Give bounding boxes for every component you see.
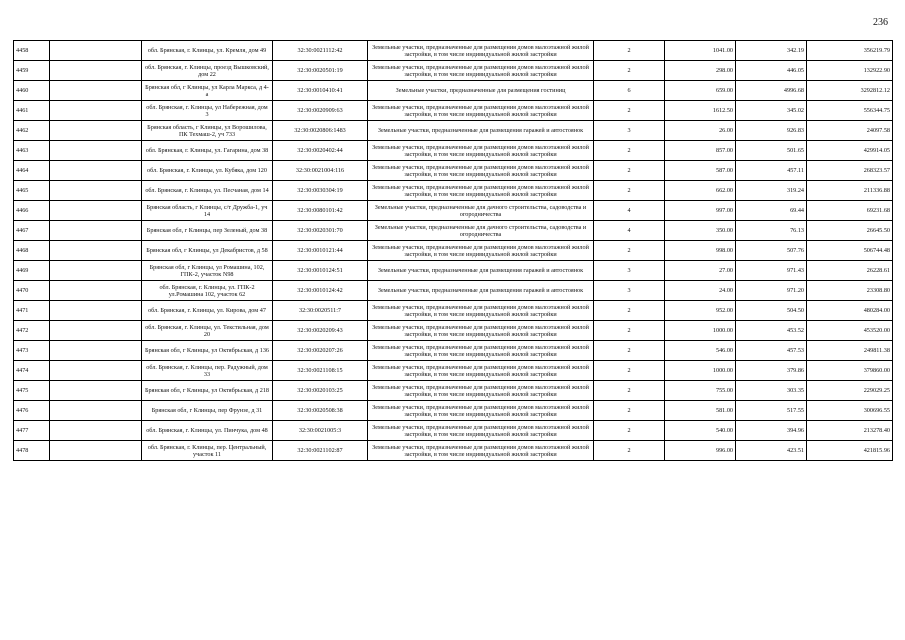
group-cell: 2 <box>594 321 665 341</box>
area-cell: 997.00 <box>665 201 736 221</box>
unit-value-cell: 457.11 <box>736 161 807 181</box>
address-cell: Брянская обл, г Клинцы, пер Фрунзе, д 31 <box>142 401 273 421</box>
address-cell: Брянская область, г Клинцы, ул Ворошилова, ПК Техмаш-2, уч 733 <box>142 121 273 141</box>
area-cell: 581.00 <box>665 401 736 421</box>
row-number: 4470 <box>14 281 50 301</box>
area-cell: 857.00 <box>665 141 736 161</box>
land-use-cell: Земельные участки, предназначенные для размещения домов малоэтажной жилой застройки, в том числе индивидуальной жилой застройки <box>368 301 594 321</box>
area-cell: 540.00 <box>665 421 736 441</box>
empty-cell <box>50 201 142 221</box>
group-cell: 2 <box>594 441 665 461</box>
unit-value-cell: 394.96 <box>736 421 807 441</box>
cadastral-number-cell: 32:30:0020501:19 <box>273 61 368 81</box>
unit-value-cell: 342.19 <box>736 41 807 61</box>
group-cell: 4 <box>594 201 665 221</box>
address-cell: обл. Брянская, г. Клинцы, ул. Гагарина, дом 38 <box>142 141 273 161</box>
table-row <box>14 81 893 101</box>
land-use-cell: Земельные участки, предназначенные для дачного строительства, садоводства и огородничества <box>368 201 594 221</box>
area-cell: 350.00 <box>665 221 736 241</box>
unit-value-cell: 971.43 <box>736 261 807 281</box>
area-cell: 996.00 <box>665 441 736 461</box>
address-cell: Брянская обл, г Клинцы, ул Ромашина, 102, ГПК-2, участок N98 <box>142 261 273 281</box>
area-cell: 662.00 <box>665 181 736 201</box>
unit-value-cell: 423.51 <box>736 441 807 461</box>
cadastral-value-cell: 3292812.12 <box>807 81 893 101</box>
row-number: 4474 <box>14 361 50 381</box>
cadastral-value-cell: 421815.96 <box>807 441 893 461</box>
empty-cell <box>50 321 142 341</box>
empty-cell <box>50 441 142 461</box>
empty-cell <box>50 181 142 201</box>
unit-value-cell: 345.02 <box>736 101 807 121</box>
cadastral-value-cell: 26228.61 <box>807 261 893 281</box>
unit-value-cell: 303.35 <box>736 381 807 401</box>
unit-value-cell: 971.20 <box>736 281 807 301</box>
area-cell: 27.00 <box>665 261 736 281</box>
cadastral-number-cell: 32:30:0010124:42 <box>273 281 368 301</box>
unit-value-cell: 926.83 <box>736 121 807 141</box>
table-row <box>14 101 893 121</box>
address-cell: обл. Брянская, г. Клинцы, ул. Пинчука, дом 48 <box>142 421 273 441</box>
area-cell: 1000.00 <box>665 321 736 341</box>
row-number: 4466 <box>14 201 50 221</box>
empty-cell <box>50 41 142 61</box>
empty-cell <box>50 281 142 301</box>
row-number: 4472 <box>14 321 50 341</box>
area-cell: 587.00 <box>665 161 736 181</box>
land-use-cell: Земельные участки, предназначенные для размещения домов малоэтажной жилой застройки, в том числе индивидуальной жилой застройки <box>368 101 594 121</box>
cadastral-value-cell: 356219.79 <box>807 41 893 61</box>
address-cell: обл. Брянская, г. Клинцы, ул. ГПК-2 ул.Ромашина 102, участок 62 <box>142 281 273 301</box>
address-cell: обл. Брянская, г. Клинцы, пер. Центральный, участок 11 <box>142 441 273 461</box>
cadastral-number-cell: 32:30:0010121:44 <box>273 241 368 261</box>
group-cell: 2 <box>594 61 665 81</box>
land-use-cell: Земельные участки, предназначенные для размещения гостиниц <box>368 81 594 101</box>
empty-cell <box>50 141 142 161</box>
address-cell: обл. Брянская, г. Клинцы, ул. Кирова, дом 47 <box>142 301 273 321</box>
group-cell: 2 <box>594 421 665 441</box>
address-cell: Брянская обл, г Клинцы, ул Декабристов, д 58 <box>142 241 273 261</box>
cadastral-number-cell: 32:30:0020207:26 <box>273 341 368 361</box>
area-cell: 298.00 <box>665 61 736 81</box>
registry-body <box>14 41 893 461</box>
unit-value-cell: 453.52 <box>736 321 807 341</box>
unit-value-cell: 319.24 <box>736 181 807 201</box>
group-cell: 2 <box>594 141 665 161</box>
row-number: 4458 <box>14 41 50 61</box>
area-cell: 952.00 <box>665 301 736 321</box>
area-cell: 1000.00 <box>665 361 736 381</box>
unit-value-cell: 4996.68 <box>736 81 807 101</box>
area-cell: 24.00 <box>665 281 736 301</box>
row-number: 4464 <box>14 161 50 181</box>
table-row <box>14 321 893 341</box>
table-row <box>14 401 893 421</box>
empty-cell <box>50 241 142 261</box>
cadastral-number-cell: 32:30:0021004:116 <box>273 161 368 181</box>
address-cell: обл. Брянская, г. Клинцы, ул. Песчаная, дом 14 <box>142 181 273 201</box>
cadastral-number-cell: 32:30:0021112:42 <box>273 41 368 61</box>
area-cell: 26.00 <box>665 121 736 141</box>
empty-cell <box>50 101 142 121</box>
area-cell: 755.00 <box>665 381 736 401</box>
empty-cell <box>50 221 142 241</box>
unit-value-cell: 517.55 <box>736 401 807 421</box>
table-row <box>14 341 893 361</box>
land-use-cell: Земельные участки, предназначенные для размещения домов малоэтажной жилой застройки, в том числе индивидуальной жилой застройки <box>368 401 594 421</box>
group-cell: 2 <box>594 381 665 401</box>
cadastral-number-cell: 32:30:0020806:1483 <box>273 121 368 141</box>
land-use-cell: Земельные участки, предназначенные для размещения гаражей и автостоянок <box>368 261 594 281</box>
land-use-cell: Земельные участки, предназначенные для размещения домов малоэтажной жилой застройки, в том числе индивидуальной жилой застройки <box>368 241 594 261</box>
empty-cell <box>50 261 142 281</box>
address-cell: Брянская обл, г Клинцы, ул Октябрьская, д 136 <box>142 341 273 361</box>
group-cell: 2 <box>594 401 665 421</box>
land-use-cell: Земельные участки, предназначенные для дачного строительства, садоводства и огородничества <box>368 221 594 241</box>
group-cell: 2 <box>594 341 665 361</box>
table-row <box>14 41 893 61</box>
unit-value-cell: 379.86 <box>736 361 807 381</box>
row-number: 4468 <box>14 241 50 261</box>
address-cell: обл. Брянская, г. Клинцы, проезд Вышковский, дом 22 <box>142 61 273 81</box>
group-cell: 3 <box>594 261 665 281</box>
cadastral-value-cell: 213278.40 <box>807 421 893 441</box>
table-row <box>14 301 893 321</box>
empty-cell <box>50 121 142 141</box>
group-cell: 2 <box>594 361 665 381</box>
group-cell: 4 <box>594 221 665 241</box>
cadastral-value-cell: 268323.57 <box>807 161 893 181</box>
group-cell: 2 <box>594 241 665 261</box>
table-row <box>14 181 893 201</box>
table-row <box>14 201 893 221</box>
area-cell: 1612.50 <box>665 101 736 121</box>
cadastral-number-cell: 32:30:0020508:38 <box>273 401 368 421</box>
cadastral-value-cell: 24097.58 <box>807 121 893 141</box>
cadastral-number-cell: 32:30:0021108:15 <box>273 361 368 381</box>
empty-cell <box>50 421 142 441</box>
cadastral-value-cell: 69231.68 <box>807 201 893 221</box>
table-row <box>14 141 893 161</box>
cadastral-number-cell: 32:30:0020103:25 <box>273 381 368 401</box>
empty-cell <box>50 341 142 361</box>
group-cell: 3 <box>594 121 665 141</box>
group-cell: 2 <box>594 301 665 321</box>
row-number: 4463 <box>14 141 50 161</box>
group-cell: 6 <box>594 81 665 101</box>
empty-cell <box>50 301 142 321</box>
empty-cell <box>50 361 142 381</box>
row-number: 4471 <box>14 301 50 321</box>
cadastral-value-cell: 429914.05 <box>807 141 893 161</box>
table-row <box>14 121 893 141</box>
table-row <box>14 361 893 381</box>
row-number: 4459 <box>14 61 50 81</box>
area-cell: 998.00 <box>665 241 736 261</box>
cadastral-number-cell: 32:30:0020511:7 <box>273 301 368 321</box>
unit-value-cell: 76.13 <box>736 221 807 241</box>
unit-value-cell: 507.76 <box>736 241 807 261</box>
cadastral-number-cell: 32:30:0010410:41 <box>273 81 368 101</box>
table-row <box>14 221 893 241</box>
row-number: 4478 <box>14 441 50 461</box>
unit-value-cell: 501.65 <box>736 141 807 161</box>
cadastral-value-cell: 211336.88 <box>807 181 893 201</box>
land-use-cell: Земельные участки, предназначенные для размещения домов малоэтажной жилой застройки, в том числе индивидуальной жилой застройки <box>368 181 594 201</box>
land-use-cell: Земельные участки, предназначенные для размещения домов малоэтажной жилой застройки, в том числе индивидуальной жилой застройки <box>368 141 594 161</box>
cadastral-number-cell: 32:30:0021005:3 <box>273 421 368 441</box>
row-number: 4473 <box>14 341 50 361</box>
table-row <box>14 281 893 301</box>
cadastral-value-cell: 249811.38 <box>807 341 893 361</box>
land-use-cell: Земельные участки, предназначенные для размещения домов малоэтажной жилой застройки, в том числе индивидуальной жилой застройки <box>368 61 594 81</box>
land-use-cell: Земельные участки, предназначенные для размещения домов малоэтажной жилой застройки, в том числе индивидуальной жилой застройки <box>368 381 594 401</box>
cadastral-value-cell: 300696.55 <box>807 401 893 421</box>
group-cell: 3 <box>594 281 665 301</box>
table-row <box>14 421 893 441</box>
table-row <box>14 161 893 181</box>
table-row <box>14 61 893 81</box>
address-cell: обл. Брянская, г. Клинцы, пер. Радужный, дом 33 <box>142 361 273 381</box>
empty-cell <box>50 61 142 81</box>
cadastral-number-cell: 32:30:0030304:19 <box>273 181 368 201</box>
cadastral-value-cell: 556344.75 <box>807 101 893 121</box>
row-number: 4462 <box>14 121 50 141</box>
row-number: 4460 <box>14 81 50 101</box>
table-row <box>14 261 893 281</box>
empty-cell <box>50 381 142 401</box>
group-cell: 2 <box>594 181 665 201</box>
cadastral-value-cell: 26645.50 <box>807 221 893 241</box>
address-cell: Брянская область, г Клинцы, с/т Дружба-1, уч 14 <box>142 201 273 221</box>
address-cell: Брянская обл, г Клинцы, ул Карла Маркса, д 4-а <box>142 81 273 101</box>
address-cell: Брянская обл, г Клинцы, пер Зеленый, дом 38 <box>142 221 273 241</box>
address-cell: обл. Брянская, г. Клинцы, ул. Текстильная, дом 20 <box>142 321 273 341</box>
cadastral-value-cell: 506744.48 <box>807 241 893 261</box>
row-number: 4469 <box>14 261 50 281</box>
table-row <box>14 381 893 401</box>
unit-value-cell: 504.50 <box>736 301 807 321</box>
cadastral-number-cell: 32:30:0020402:44 <box>273 141 368 161</box>
address-cell: обл. Брянская, г. Клинцы, ул Набережная, дом 3 <box>142 101 273 121</box>
group-cell: 2 <box>594 101 665 121</box>
cadastral-number-cell: 32:30:0020209:43 <box>273 321 368 341</box>
area-cell: 1041.00 <box>665 41 736 61</box>
land-use-cell: Земельные участки, предназначенные для размещения домов малоэтажной жилой застройки, в том числе индивидуальной жилой застройки <box>368 41 594 61</box>
table-row <box>14 441 893 461</box>
group-cell: 2 <box>594 41 665 61</box>
row-number: 4475 <box>14 381 50 401</box>
address-cell: обл. Брянская, г. Клинцы, ул. Кремля, дом 49 <box>142 41 273 61</box>
cadastral-number-cell: 32:30:0020301:70 <box>273 221 368 241</box>
empty-cell <box>50 161 142 181</box>
page-number: 236 <box>873 17 888 28</box>
land-use-cell: Земельные участки, предназначенные для размещения домов малоэтажной жилой застройки, в том числе индивидуальной жилой застройки <box>368 421 594 441</box>
row-number: 4476 <box>14 401 50 421</box>
row-number: 4477 <box>14 421 50 441</box>
empty-cell <box>50 401 142 421</box>
cadastral-value-cell: 453520.00 <box>807 321 893 341</box>
address-cell: Брянская обл, г Клинцы, ул Октябрьская, д 218 <box>142 381 273 401</box>
empty-cell <box>50 81 142 101</box>
cadastral-number-cell: 32:30:0010124:51 <box>273 261 368 281</box>
area-cell: 546.00 <box>665 341 736 361</box>
land-use-cell: Земельные участки, предназначенные для размещения гаражей и автостоянок <box>368 281 594 301</box>
row-number: 4461 <box>14 101 50 121</box>
cadastral-number-cell: 32:30:0020909:63 <box>273 101 368 121</box>
group-cell: 2 <box>594 161 665 181</box>
cadastral-value-cell: 229029.25 <box>807 381 893 401</box>
cadastral-value-cell: 480284.00 <box>807 301 893 321</box>
area-cell: 659.00 <box>665 81 736 101</box>
land-use-cell: Земельные участки, предназначенные для размещения домов малоэтажной жилой застройки, в том числе индивидуальной жилой застройки <box>368 361 594 381</box>
land-use-cell: Земельные участки, предназначенные для размещения домов малоэтажной жилой застройки, в том числе индивидуальной жилой застройки <box>368 161 594 181</box>
cadastral-value-cell: 23308.80 <box>807 281 893 301</box>
unit-value-cell: 457.53 <box>736 341 807 361</box>
table-row <box>14 241 893 261</box>
address-cell: обл. Брянская, г. Клинцы, ул. Кубяка, дом 120 <box>142 161 273 181</box>
cadastral-number-cell: 32:30:0080101:42 <box>273 201 368 221</box>
land-use-cell: Земельные участки, предназначенные для размещения домов малоэтажной жилой застройки, в том числе индивидуальной жилой застройки <box>368 321 594 341</box>
land-use-cell: Земельные участки, предназначенные для размещения домов малоэтажной жилой застройки, в том числе индивидуальной жилой застройки <box>368 441 594 461</box>
row-number: 4465 <box>14 181 50 201</box>
cadastral-value-cell: 379860.00 <box>807 361 893 381</box>
cadastral-value-cell: 132922.90 <box>807 61 893 81</box>
cadastral-number-cell: 32:30:0021102:87 <box>273 441 368 461</box>
unit-value-cell: 446.05 <box>736 61 807 81</box>
land-use-cell: Земельные участки, предназначенные для размещения домов малоэтажной жилой застройки, в том числе индивидуальной жилой застройки <box>368 341 594 361</box>
unit-value-cell: 69.44 <box>736 201 807 221</box>
row-number: 4467 <box>14 221 50 241</box>
land-registry-table <box>13 40 893 461</box>
land-use-cell: Земельные участки, предназначенные для размещения гаражей и автостоянок <box>368 121 594 141</box>
